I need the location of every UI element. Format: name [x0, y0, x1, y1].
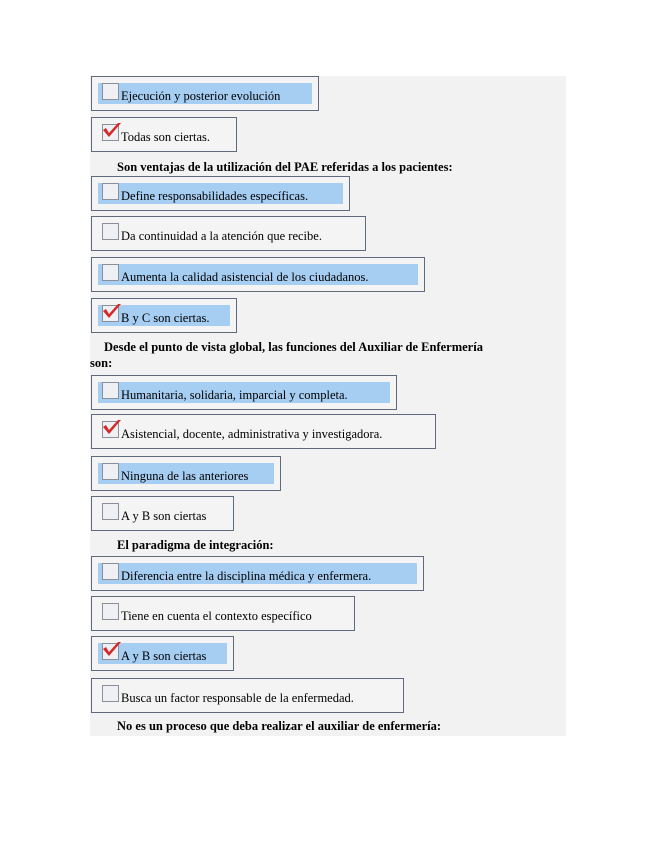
question-funciones-line1: Desde el punto de vista global, las funciones del Auxiliar de Enfermería: [104, 340, 483, 354]
checkmark-icon: [102, 122, 122, 140]
option-humanitaria[interactable]: [91, 375, 397, 410]
checkmark-icon: [102, 419, 122, 437]
option-label: A y B son ciertas: [121, 508, 207, 523]
question-funciones-line2: son:: [90, 356, 113, 370]
checkbox[interactable]: [102, 503, 119, 520]
option-factor-responsable[interactable]: [91, 678, 404, 713]
option-aumenta-calidad[interactable]: [91, 257, 425, 292]
option-b-y-c[interactable]: [91, 298, 237, 333]
checkbox[interactable]: [102, 305, 119, 322]
option-label: Ejecución y posterior evolución: [121, 88, 281, 103]
option-label: Humanitaria, solidaria, imparcial y completa.: [121, 387, 348, 402]
checkmark-icon: [102, 303, 122, 321]
checkbox[interactable]: [102, 643, 119, 660]
option-todas-ciertas[interactable]: [91, 117, 237, 152]
option-asistencial[interactable]: [91, 414, 436, 449]
option-label: A y B son ciertas: [121, 648, 207, 663]
checkbox[interactable]: [102, 382, 119, 399]
checkbox[interactable]: [102, 223, 119, 240]
option-label: Diferencia entre la disciplina médica y enfermera.: [121, 568, 372, 583]
checkmark-icon: [102, 641, 122, 659]
option-ninguna[interactable]: [91, 456, 281, 491]
option-label: B y C son ciertas.: [121, 310, 210, 325]
option-label: Todas son ciertas.: [121, 129, 211, 144]
option-diferencia[interactable]: [91, 556, 424, 591]
checkbox[interactable]: [102, 83, 119, 100]
option-label: Asistencial, docente, administrativa y investigadora.: [121, 426, 383, 441]
checkbox[interactable]: [102, 603, 119, 620]
checkbox[interactable]: [102, 685, 119, 702]
question-pae-ventajas: Son ventajas de la utilización del PAE referidas a los pacientes:: [117, 160, 453, 174]
checkbox[interactable]: [102, 563, 119, 580]
checkbox[interactable]: [102, 264, 119, 281]
option-label: Da continuidad a la atención que recibe.: [121, 228, 322, 243]
question-no-es-proceso: No es un proceso que deba realizar el auxiliar de enfermería:: [117, 719, 442, 733]
checkbox[interactable]: [102, 463, 119, 480]
option-da-continuidad[interactable]: [91, 216, 366, 251]
option-ejecucion[interactable]: [91, 76, 319, 111]
option-label: Ninguna de las anteriores: [121, 468, 249, 483]
option-label: Aumenta la calidad asistencial de los ciudadanos.: [121, 269, 369, 284]
option-label: Define responsabilidades específicas.: [121, 188, 309, 203]
checkbox[interactable]: [102, 421, 119, 438]
option-define-responsabilidades[interactable]: [91, 176, 350, 211]
option-contexto[interactable]: [91, 596, 355, 631]
question-paradigma: El paradigma de integración:: [117, 538, 274, 552]
option-label: Busca un factor responsable de la enfermedad.: [121, 690, 354, 705]
option-label: Tiene en cuenta el contexto específico: [121, 608, 312, 623]
checkbox[interactable]: [102, 124, 119, 141]
option-a-y-b-ciertas[interactable]: [91, 636, 234, 671]
checkbox[interactable]: [102, 183, 119, 200]
option-a-y-b[interactable]: [91, 496, 234, 531]
